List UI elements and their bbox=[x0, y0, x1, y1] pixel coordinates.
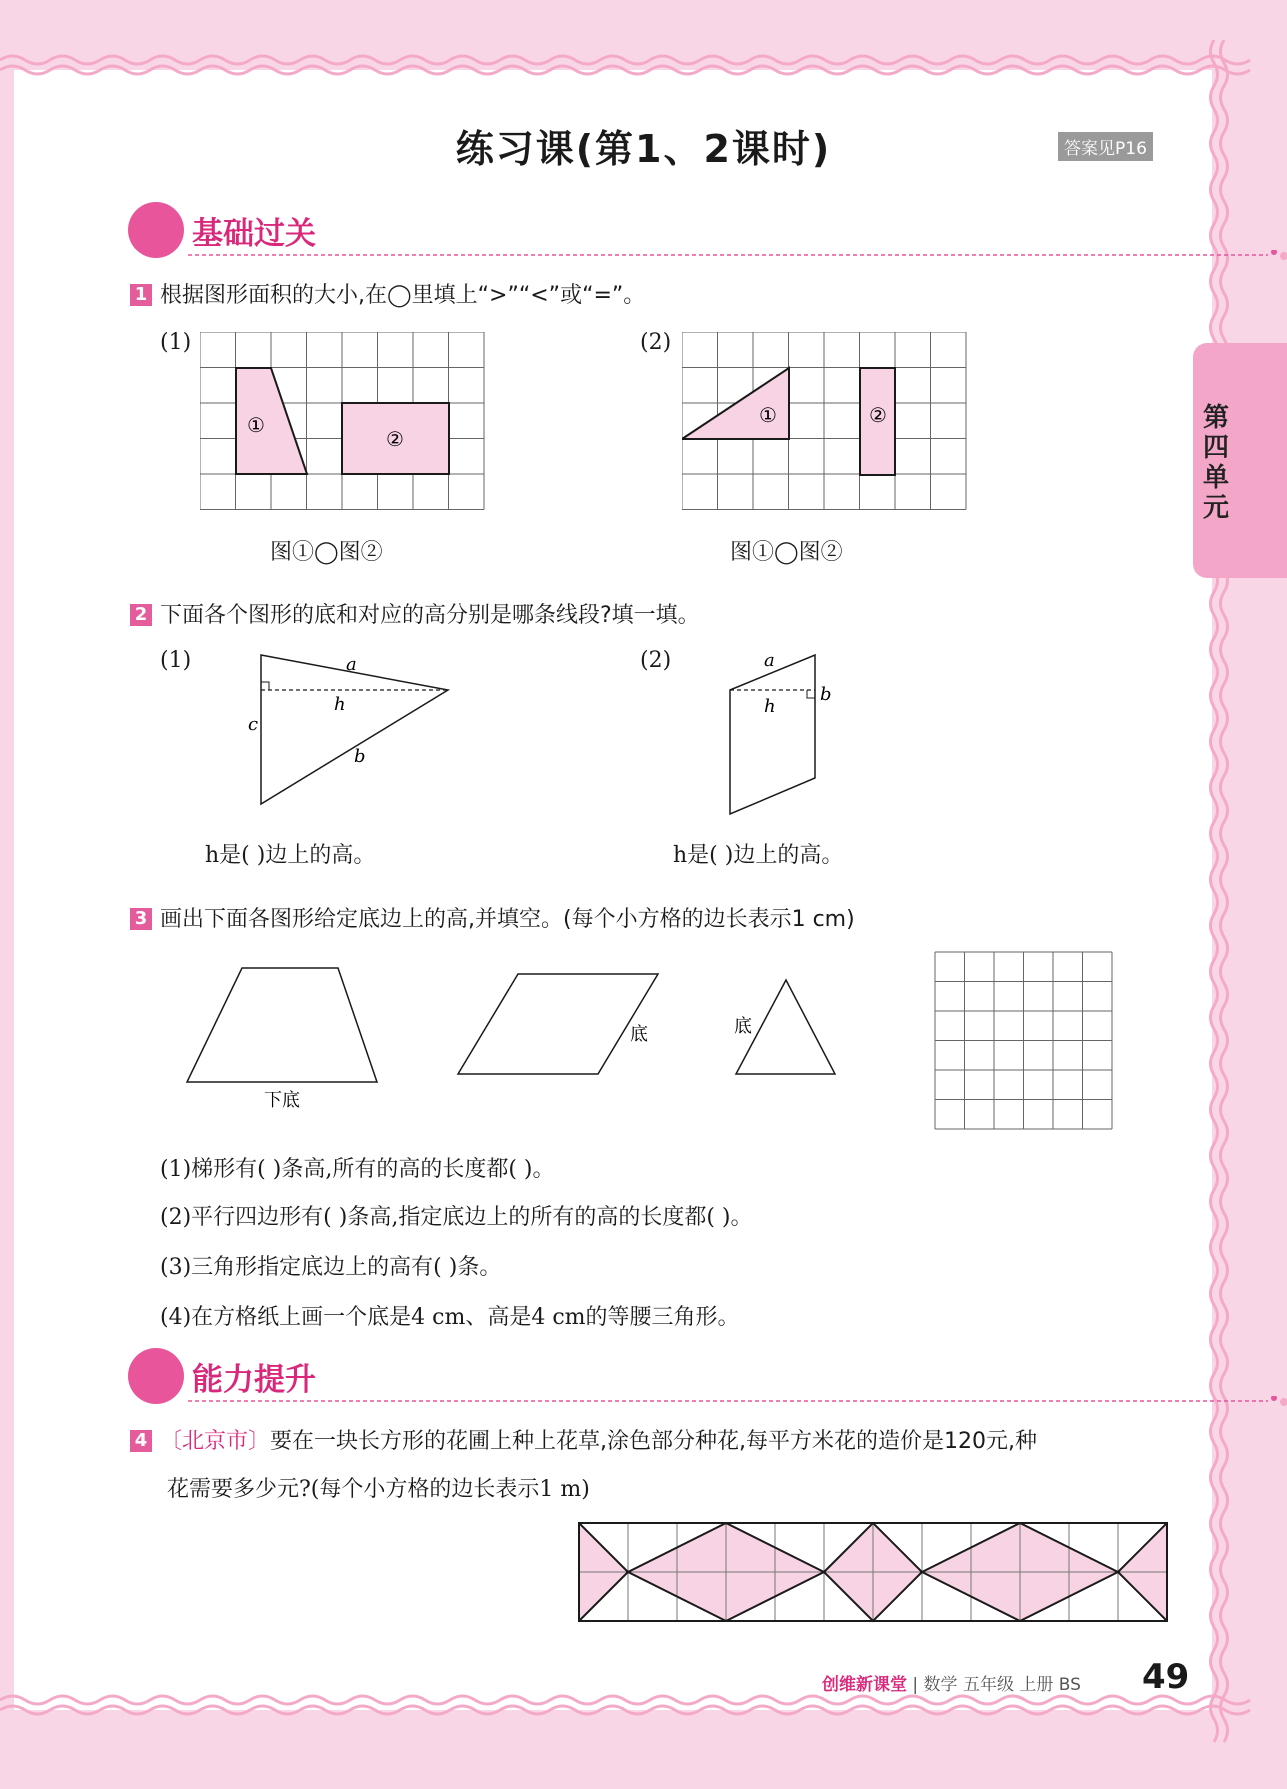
section-divider bbox=[188, 1396, 1287, 1408]
q2-answer-2[interactable]: h是( )边上的高。 bbox=[673, 843, 844, 868]
q1-grid-1 bbox=[200, 332, 485, 510]
segment-a: a bbox=[764, 650, 775, 671]
q3-sub-1[interactable]: (1)梯形有( )条高,所有的高的长度都( )。 bbox=[160, 1157, 555, 1182]
segment-h: h bbox=[334, 694, 346, 715]
shape-label-1: ① bbox=[247, 413, 265, 437]
answer-reference: 答案见P16 bbox=[1058, 132, 1153, 161]
segment-b: b bbox=[820, 684, 832, 705]
q1-compare-1[interactable]: 图①◯图② bbox=[270, 540, 383, 565]
q3-figures bbox=[180, 960, 1000, 1120]
question-text: 画出下面各图形给定底边上的高,并填空。(每个小方格的边长表示1 cm) bbox=[160, 907, 855, 932]
mascot-icon bbox=[128, 202, 184, 258]
q1-part2-label: (2) bbox=[640, 330, 672, 355]
q3-sub-2[interactable]: (2)平行四边形有( )条高,指定底边上的所有的高的长度都( )。 bbox=[160, 1205, 753, 1230]
question-number: 4 bbox=[130, 1430, 152, 1452]
section-title-advanced: 能力提升 bbox=[192, 1362, 316, 1398]
footer-brand: 创维新课堂 bbox=[822, 1675, 907, 1695]
segment-b: b bbox=[354, 746, 366, 767]
label-lower-base: 下底 bbox=[264, 1090, 300, 1111]
q1-compare-2[interactable]: 图①◯图② bbox=[730, 540, 843, 565]
label-para-base: 底 bbox=[630, 1024, 648, 1045]
shape-label-2: ② bbox=[869, 403, 887, 427]
page-sheet bbox=[14, 70, 1212, 1710]
q2-part1-label: (1) bbox=[160, 648, 192, 673]
q3-sub-3[interactable]: (3)三角形指定底边上的高有( )条。 bbox=[160, 1255, 502, 1280]
trapezoid bbox=[187, 968, 377, 1082]
section-title-basic: 基础过关 bbox=[192, 216, 316, 252]
question-2 bbox=[130, 598, 700, 629]
question-number: 2 bbox=[130, 604, 152, 626]
q2-figure-triangle bbox=[240, 650, 460, 810]
q2-figure-parallelogram bbox=[720, 650, 840, 820]
question-1 bbox=[130, 278, 645, 309]
label-tri-base: 底 bbox=[734, 1016, 752, 1037]
q3-sub-4: (4)在方格纸上画一个底是4 cm、高是4 cm的等腰三角形。 bbox=[160, 1305, 740, 1330]
page-number: 49 bbox=[1142, 1657, 1190, 1697]
unit-tab[interactable] bbox=[1193, 343, 1287, 578]
question-4 bbox=[130, 1424, 1037, 1455]
question-number: 1 bbox=[130, 284, 152, 306]
footer bbox=[822, 1670, 1081, 1695]
q4-flower-bed-grid bbox=[578, 1522, 1172, 1624]
page-title: 练习课(第1、2课时) bbox=[455, 127, 832, 171]
question-number: 3 bbox=[130, 908, 152, 930]
q1-grid-2 bbox=[682, 332, 967, 510]
bottom-wave-border bbox=[0, 1680, 1287, 1770]
segment-a: a bbox=[346, 654, 357, 675]
mascot-icon bbox=[128, 1348, 184, 1404]
section-divider bbox=[188, 250, 1287, 262]
segment-c: c bbox=[248, 714, 259, 735]
question-tag: 〔北京市〕 bbox=[160, 1429, 271, 1454]
q2-part2-label: (2) bbox=[640, 648, 672, 673]
parallelogram bbox=[458, 974, 658, 1074]
question-3 bbox=[130, 902, 855, 933]
unit-tab-label: 第四单元 bbox=[1203, 403, 1230, 523]
right-wave-border bbox=[1196, 40, 1256, 1750]
question-text: 根据图形面积的大小,在◯里填上“>”“<”或“=”。 bbox=[160, 283, 646, 308]
top-wave-border bbox=[0, 30, 1287, 120]
shape-label-1: ① bbox=[759, 403, 777, 427]
shape-label-2: ② bbox=[386, 427, 404, 451]
question-text-line1: 要在一块长方形的花圃上种上花草,涂色部分种花,每平方米花的造价是120元,种 bbox=[270, 1429, 1037, 1454]
q3-drawing-grid[interactable] bbox=[933, 950, 1115, 1132]
q2-answer-1[interactable]: h是( )边上的高。 bbox=[205, 843, 376, 868]
footer-info: | 数学 五年级 上册 BS bbox=[912, 1675, 1081, 1695]
question-text: 下面各个图形的底和对应的高分别是哪条线段?填一填。 bbox=[160, 603, 700, 628]
segment-h: h bbox=[764, 696, 776, 717]
q1-part1-label: (1) bbox=[160, 330, 192, 355]
question-text-line2: 花需要多少元?(每个小方格的边长表示1 m) bbox=[167, 1477, 590, 1502]
